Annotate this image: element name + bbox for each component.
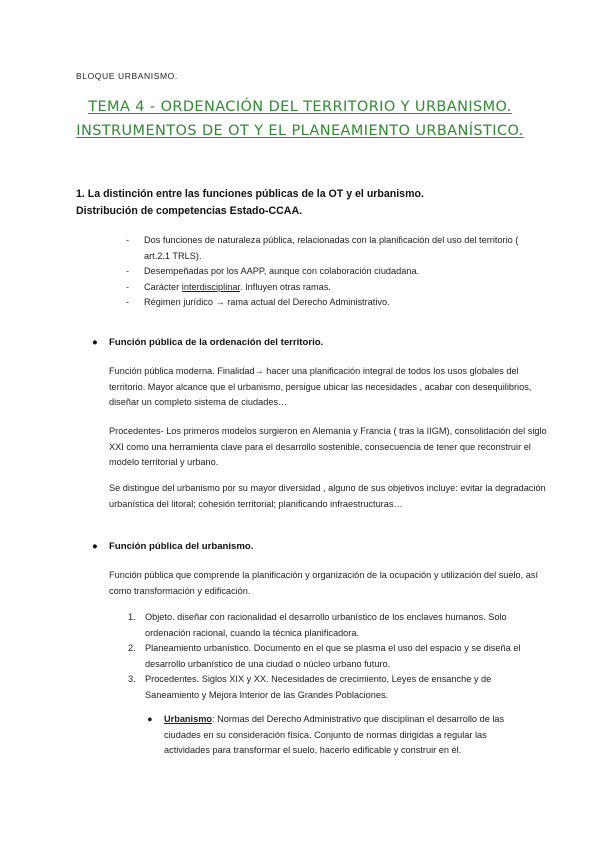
definition-term: Urbanismo <box>164 714 212 724</box>
list-item: - Régimen jurídico → rama actual del Derecho Administrativo. <box>126 295 526 311</box>
item-number: 1. <box>128 612 136 622</box>
list-item-text: . Influyen otras ramas. <box>240 281 331 292</box>
ot-paragraph-3: Se distingue del urbanismo por su mayor diversidad , alguno de sus objetivos incluye: evitar la degradación urbanística del litoral; cohesión territorial; planificando infraestructuras… <box>109 483 546 509</box>
ot-function-heading <box>92 335 552 350</box>
ot-paragraph-1: Función pública moderna. Finalidad→ hacer una planificación integral de todos los usos globales del territorio. Mayor alcance que el urbanismo, persigue ubicar las necesidades , acabar con desequilibrios, diseñar un completo sistema de ciudades… <box>109 366 532 407</box>
ot-function-heading-text: Función pública de la ordenación del territorio. <box>109 337 324 348</box>
urb-function-heading <box>92 539 552 554</box>
urb-numbered-list <box>128 610 528 703</box>
list-item: - Desempeñadas por los AAPP, aunque con colaboración ciudadana. <box>126 264 526 280</box>
item-number: 3. <box>128 674 136 684</box>
item-text: Planeamiento urbanístico. Documento en el que se plasma el uso del espacio y se diseña el desarrollo urbanístico de una ciudad o núcleo urbano futuro. <box>145 643 521 669</box>
title-line-1: TEMA 4 - ORDENACIÓN DEL TERRITORIO Y URBANISMO. <box>88 99 512 115</box>
numbered-item <box>128 672 528 703</box>
section-1-heading-line-2: Distribución de competencias Estado-CCAA. <box>76 205 303 217</box>
section-1-list <box>126 233 526 311</box>
section-1-heading <box>76 186 546 220</box>
numbered-item <box>128 610 528 641</box>
list-item <box>126 280 526 296</box>
urbanismo-definition <box>147 712 524 759</box>
ot-paragraph-2: Procedentes- Los primeros modelos surgieron en Alemania y Francia ( tras la IIGM), consolidación del siglo XXI como una herramienta clave para el desarrollo sostenible, consecuencia de tener que reconstruir el modelo territorial y urbano. <box>109 426 547 467</box>
list-item-text: Carácter <box>144 281 182 292</box>
title-line-2: INSTRUMENTOS DE OT Y EL PLANEAMIENTO URBANÍSTICO. <box>76 123 524 139</box>
urb-function-heading-text: Función pública del urbanismo. <box>109 541 254 552</box>
bullet-icon: ● <box>92 337 98 348</box>
underlined-term: interdisciplinar <box>181 281 241 292</box>
block-label: BLOQUE URBANISMO. <box>76 71 178 81</box>
section-1-heading-line-1: 1. La distinción entre las funciones públicas de la OT y el urbanismo. <box>76 188 424 200</box>
bullet-icon: ● <box>147 714 153 724</box>
list-item: - Dos funciones de naturaleza pública, relacionadas con la planificación del uso del territorio ( art.2.1 TRLS). <box>126 233 526 264</box>
numbered-item <box>128 641 528 672</box>
urb-intro: Función pública que comprende la planificación y organización de la ocupación y utilización del suelo, así como transformación y edificación. <box>109 570 539 596</box>
bullet-icon: ● <box>92 541 98 552</box>
item-text: Objeto. diseñar con racionalidad el desarrollo urbanístico de los enclaves humanos. Solo ordenación racional, cuando la técnica planificadora. <box>145 612 507 638</box>
item-number: 2. <box>128 643 136 653</box>
definition-text: : Normas del Derecho Administrativo que disciplinan el desarrollo de las ciudades en su consideración física. Conjunto de normas dirigidas a regular las actividades para transformar el suelo, hacerlo edificable y construir en él. <box>164 714 505 755</box>
item-text: Procedentes. Siglos XIX y XX. Necesidades de crecimiento, Leyes de ensanche y de Saneamiento y Mejora Interior de las Grandes Poblaciones. <box>145 674 492 700</box>
